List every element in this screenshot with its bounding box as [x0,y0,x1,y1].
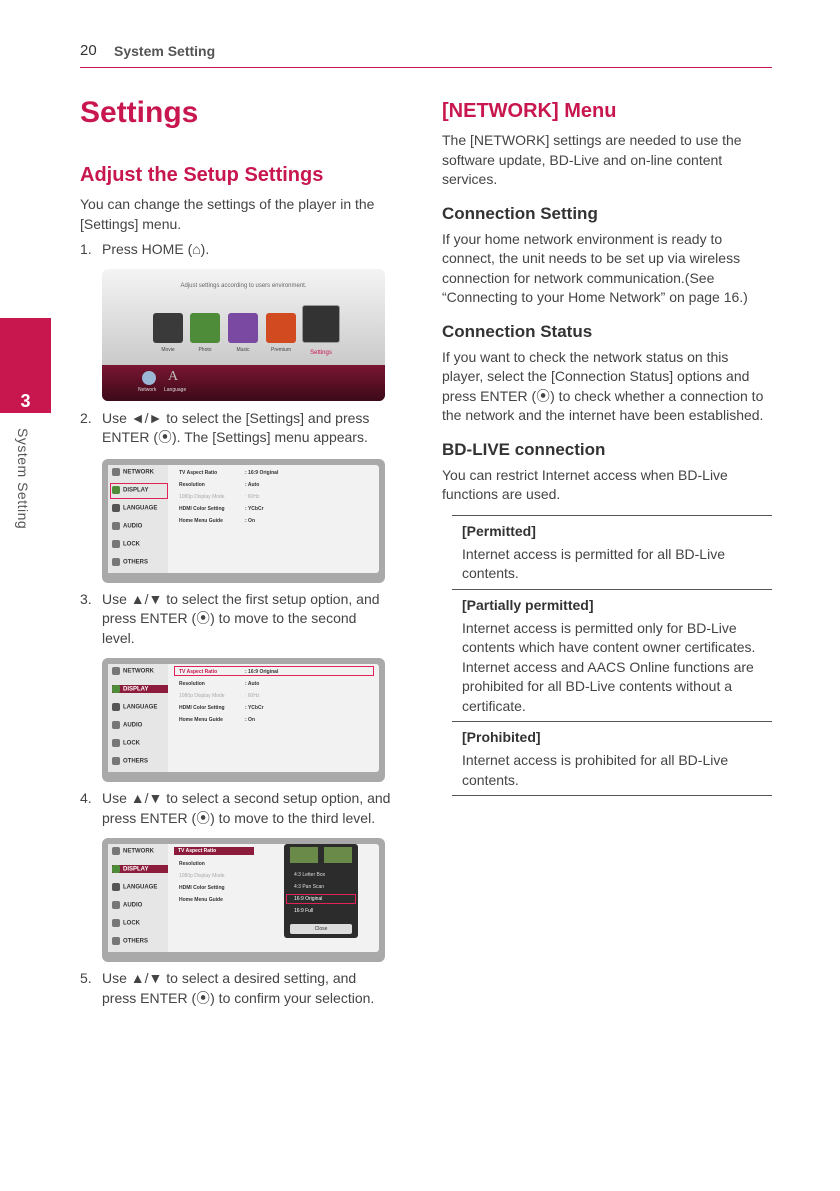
tile-label: Movie [161,346,175,353]
home-screen-image [102,269,385,401]
step-5 [80,969,392,1008]
option-desc: Internet access is permitted for all BD-Live contents. [462,545,725,581]
settings-value: : 16:9 Original [245,469,279,476]
step-4 [80,789,392,828]
lock-icon [112,739,120,747]
network-globe-icon [142,371,156,385]
settings-menu-item: LANGUAGE [112,883,168,891]
settings-option: Home Menu Guide [179,897,223,903]
movie-icon [153,313,183,343]
music-icon [228,313,258,343]
settings-option: TV Aspect Ratio [174,847,254,855]
aspect-ratio-popup [284,844,358,938]
language-icon [112,703,120,711]
settings-option: TV Aspect Ratio [179,669,218,675]
page-header [80,42,772,68]
tile-label: Photo [198,346,212,353]
lock-icon [112,540,120,548]
settings-menu-item: LOCK [112,739,168,747]
settings-menu-item: DISPLAY [112,486,168,494]
settings-menu-item: LANGUAGE [112,504,168,512]
chapter-number: 3 [20,391,31,411]
settings-gear-icon [302,305,340,343]
connection-status-title: Connection Status [442,321,593,341]
settings-option: Home Menu Guide [179,717,223,723]
settings-value: : On [245,717,255,723]
right-column [442,96,772,796]
step-number: 1. [80,241,92,257]
language-icon [112,883,120,891]
language-icon: A [168,368,179,384]
home-hint: Adjust settings according to users environment. [180,282,307,289]
popup-option[interactable]: 4:3 Pan Scan [294,884,325,890]
settings-menu-item: LOCK [112,540,168,548]
settings-value: : Auto [245,681,260,687]
chapter-tab [0,318,51,413]
intro-text: You can change the settings of the player in the [Settings] menu. [80,196,375,232]
left-column [80,96,392,1008]
others-icon [112,757,120,765]
settings-option: 1080p Display Mode [179,493,225,500]
display-icon [112,865,120,873]
settings-value: : Auto [245,481,260,488]
settings-option: Resolution [179,481,205,488]
step-text: Use ◄/► to select the [Settings] and press ENTER (⦿). The [Settings] menu appears. [102,409,370,445]
page-number: 20 [80,42,97,59]
audio-icon [112,721,120,729]
settings-menu-image-3 [102,838,385,962]
settings-menu-item: NETWORK [112,468,168,476]
page-title: Settings [80,96,199,129]
settings-value: : 60Hz [245,493,260,500]
settings-menu-image-1 [102,459,385,583]
language-icon [112,504,120,512]
step-number: 4. [80,790,92,806]
lock-icon [112,919,120,927]
step-text: Use ▲/▼ to select a second setup option, and press ENTER (⦿) to move to the third level. [102,790,391,826]
settings-option: HDMI Color Setting [179,705,225,711]
others-icon [112,558,120,566]
settings-menu-item: DISPLAY [112,685,168,693]
settings-value: : YCbCr [245,705,264,711]
settings-value: : YCbCr [245,505,264,512]
step-number: 3. [80,590,92,607]
tile-label: Music [236,346,250,353]
settings-menu-item: LANGUAGE [112,703,168,711]
others-icon [112,937,120,945]
table-row [452,722,772,796]
home-bottom-bar: A Network Language [102,365,385,401]
step-text: Use ▲/▼ to select the first setup option, and press ENTER (⦿) to move to the second level. [102,590,380,646]
connection-status-text: If you want to check the network status on this player, select the [Connection Status] options and press ENTER (⦿) to check whether a connection to the network and the internet have been established. [442,348,764,423]
header-section: System Setting [114,43,216,59]
bd-live-text: You can restrict Internet access when BD-Live functions are used. [442,466,728,502]
network-menu-title: [NETWORK] Menu [442,100,617,122]
popup-option[interactable]: 4:3 Letter Box [294,872,326,878]
step-1 [80,240,392,260]
step-text: Use ▲/▼ to select a desired setting, and press ENTER (⦿) to confirm your selection. [102,970,375,1006]
step-3 [80,590,392,649]
audio-icon [112,901,120,909]
preview-image [324,847,352,863]
table-row [452,516,772,590]
popup-option[interactable]: 16:9 Original [294,896,323,902]
settings-menu-item: OTHERS [112,558,168,566]
settings-option: 1080p Display Mode [179,693,225,699]
tile-label: Settings [310,349,332,356]
bd-live-options-table [452,515,772,797]
preview-image [290,847,318,863]
settings-menu-item: NETWORK [112,847,168,855]
network-icon [112,667,120,675]
option-term: [Partially permitted] [462,596,594,613]
settings-menu-item: AUDIO [112,522,168,530]
tile-label: Premium [270,346,291,353]
connection-setting-text: If your home network environment is ready to connect, the unit needs to be set up via wireless connection for network communication.(See “Connecting to your Home Network” on page 16.) [442,230,748,305]
option-term: [Permitted] [462,522,536,539]
network-icon [112,468,120,476]
settings-menu-item: AUDIO [112,901,168,909]
network-intro: The [NETWORK] settings are needed to use the software update, BD-Live and on-line content services. [442,132,742,187]
table-row [452,590,772,723]
settings-value: : On [245,517,255,524]
settings-option: 1080p Display Mode [179,873,225,879]
chapter-label: System Setting [15,428,31,530]
photo-icon [190,313,220,343]
option-desc: Internet access is permitted only for BD-Live contents which have content owner certificates. Internet access and AACS Online functions are prohibited for all BD-Live contents without a certificate. [462,619,756,714]
settings-menu-item: AUDIO [112,721,168,729]
connection-setting-title: Connection Setting [442,203,598,223]
section-title: Adjust the Setup Settings [80,164,324,186]
settings-value: : 16:9 Original [245,669,279,675]
display-icon [112,685,120,693]
settings-menu-item: OTHERS [112,937,168,945]
selection-highlight [110,483,168,499]
step-number: 5. [80,970,92,986]
premium-icon [266,313,296,343]
step-2 [80,409,392,448]
settings-option: Home Menu Guide [179,517,223,524]
step-number: 2. [80,409,92,426]
settings-option: HDMI Color Setting [179,505,225,512]
settings-menu-item: DISPLAY [112,865,168,873]
settings-menu-image-2 [102,658,385,782]
settings-value: : 60Hz [245,693,260,699]
step-text: Press HOME (⌂). [102,241,210,257]
option-desc: Internet access is prohibited for all BD-Live contents. [462,752,729,788]
settings-menu-item: OTHERS [112,757,168,765]
settings-option: HDMI Color Setting [179,885,225,891]
option-term: [Prohibited] [462,729,541,745]
settings-menu-item: NETWORK [112,667,168,675]
settings-option: Resolution [179,861,205,867]
settings-option: Resolution [179,681,205,687]
popup-option[interactable]: 16:9 Full [294,908,314,914]
settings-menu-item: LOCK [112,919,168,927]
audio-icon [112,522,120,530]
settings-option: TV Aspect Ratio [179,469,218,476]
bd-live-title: BD-LIVE connection [442,439,606,459]
network-icon [112,847,120,855]
close-button[interactable]: Close [290,924,352,934]
